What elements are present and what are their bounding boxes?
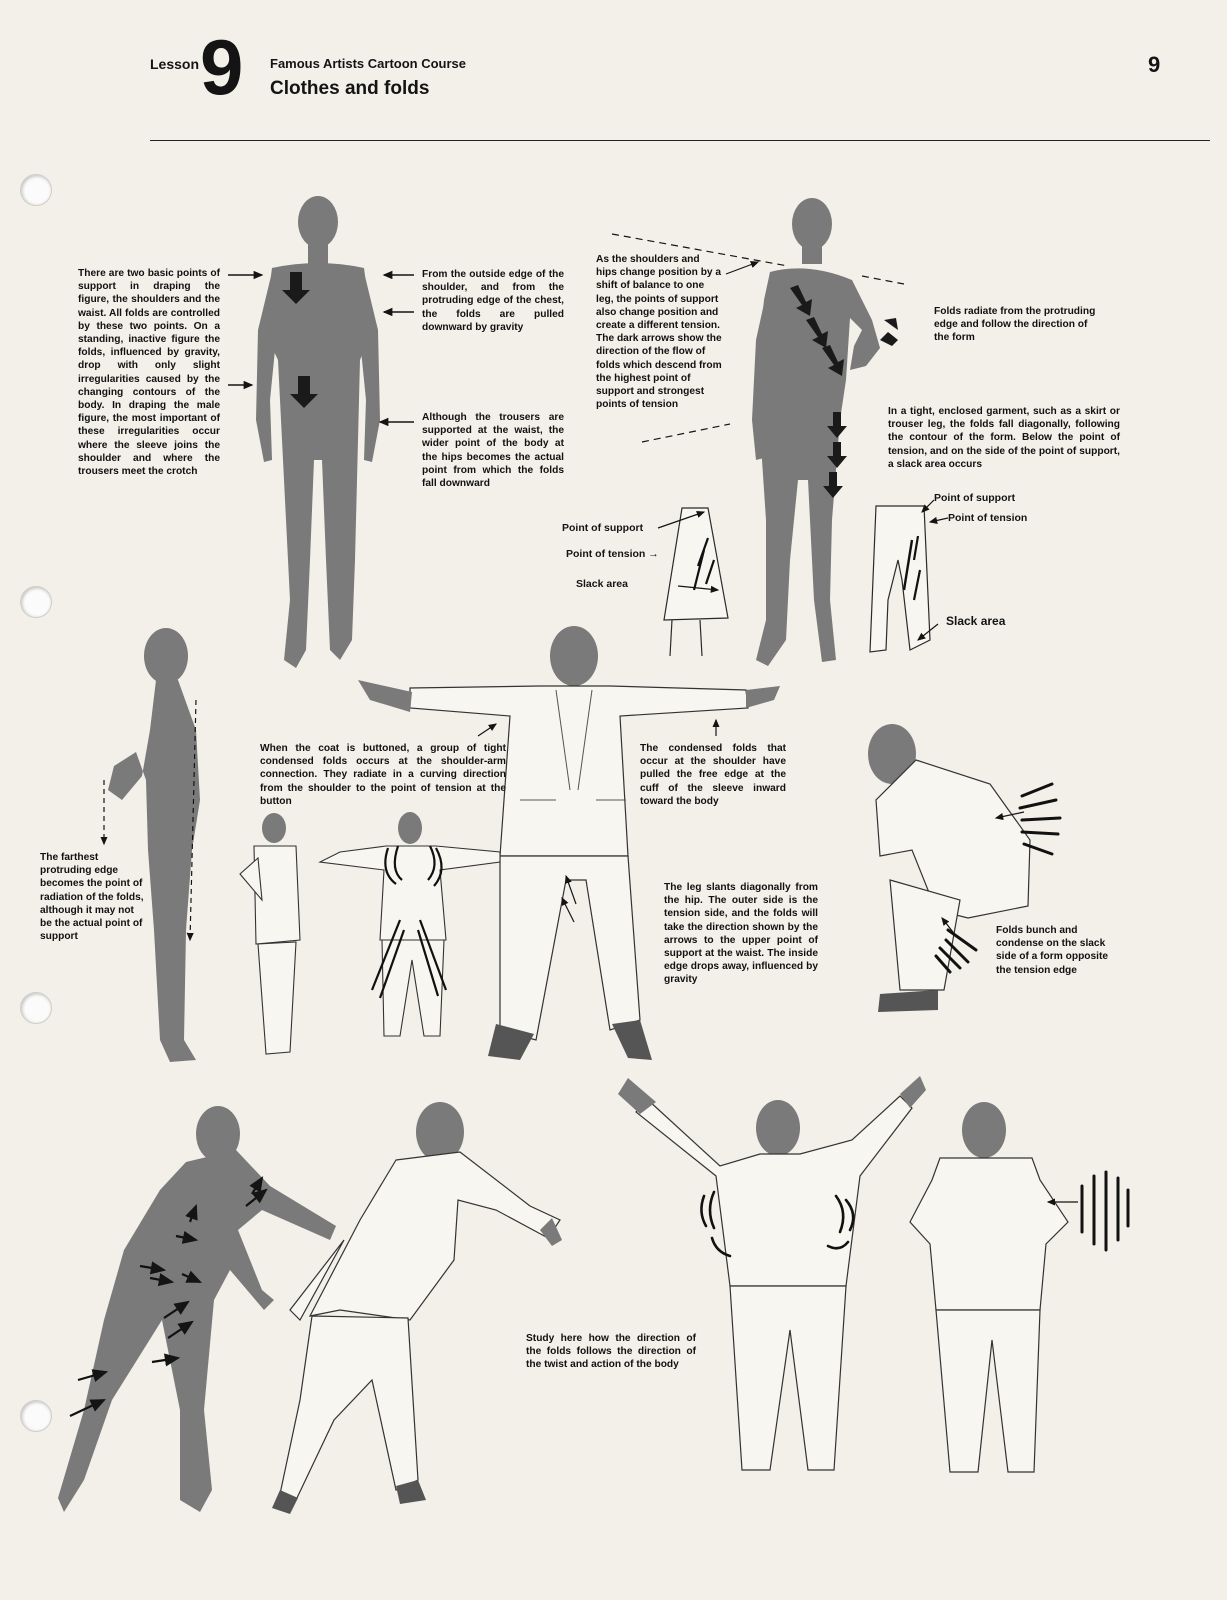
lesson-label: Lesson [150, 56, 200, 72]
caption-farthest-edge: The farthest protruding edge becomes the point of radiation of the folds, although it may not be the actual point of support [40, 852, 144, 943]
arms-raised-back-figure [618, 1076, 926, 1470]
page-number: 9 [1148, 52, 1161, 77]
course-name: Famous Artists Cartoon Course [270, 56, 466, 71]
caption-coat-buttoned: When the coat is buttoned, a group of tight condensed folds occurs at the shoulder-arm connection. They radiate in a curving direction from the shoulder to the point of tension at the button [260, 743, 506, 807]
skirt-sketch [664, 508, 728, 656]
caption-basic-points: There are two basic points of support in draping the figure, the shoulders and the waist. All folds are controlled by these two points. On a standing, inactive figure the folds, influenced by gravity, drop with only slight irregularities caused by the changing contours of the body. In draping the male figure, the most important of these irregularities occur where the sleeve joins the shoulder and where the trousers meet the crotch [78, 268, 220, 478]
side-view-silhouette [108, 628, 200, 1062]
label-skirt-tension: Point of tension → [566, 548, 659, 560]
hands-on-hips-back-figure [910, 1102, 1128, 1472]
caption-tight-garment: In a tight, enclosed garment, such as a skirt or trouser leg, the folds fall diagonally, following the contour of the form. Below the point of tension, and on the side of the point of support, a slack area occurs [888, 406, 1120, 470]
caption-shift-balance: As the shoulders and hips change position by a shift of balance to one leg, the points of support also change position and create a different tension. The dark arrows show the direction of the flow of folds which descend from the highest point of support and strongest points of tension [596, 254, 722, 411]
label-trouser-slack: Slack area [946, 614, 1006, 628]
caption-trousers-waist: Although the trousers are supported at the waist, the wider point of the body at the hips becomes the actual point from which the folds fall downward [422, 412, 564, 490]
caption-leg-slants: The leg slants diagonally from the hip. The outer side is the tension side, and the folds will take the direction shown by the arrows to the upper point of support at the waist. The inside edge drops away, influenced by gravity [664, 882, 818, 986]
label-skirt-support: Point of support [562, 522, 644, 534]
label-trouser-tension: Point of tension [948, 512, 1028, 524]
caption-radiate: Folds radiate from the protruding edge and follow the direction of the form [934, 306, 1096, 344]
front-standing-silhouette [256, 196, 380, 668]
caption-condensed-folds: The condensed folds that occur at the shoulder have pulled the free edge at the cuff of the sleeve inward toward the body [640, 743, 786, 807]
shifted-balance-silhouette [752, 198, 880, 666]
caption-bunch: Folds bunch and condense on the slack side of a form opposite the tension edge [996, 925, 1109, 976]
caption-shoulder-edge: From the outside edge of the shoulder, and from the protruding edge of the chest, the folds are pulled downward by gravity [422, 269, 564, 333]
small-side-suit-figure [240, 813, 300, 1054]
lesson-number: 9 [200, 23, 242, 111]
trouser-sketch [870, 506, 930, 652]
caption-study-twist: Study here how the direction of the folds follows the direction of the twist and action of the body [526, 1333, 696, 1371]
small-back-suit-figure [320, 812, 500, 1036]
twisting-suit-figure [272, 1102, 562, 1514]
label-skirt-slack: Slack area [576, 578, 628, 590]
page-title: Clothes and folds [270, 78, 430, 99]
label-trouser-support: Point of support [934, 492, 1016, 504]
